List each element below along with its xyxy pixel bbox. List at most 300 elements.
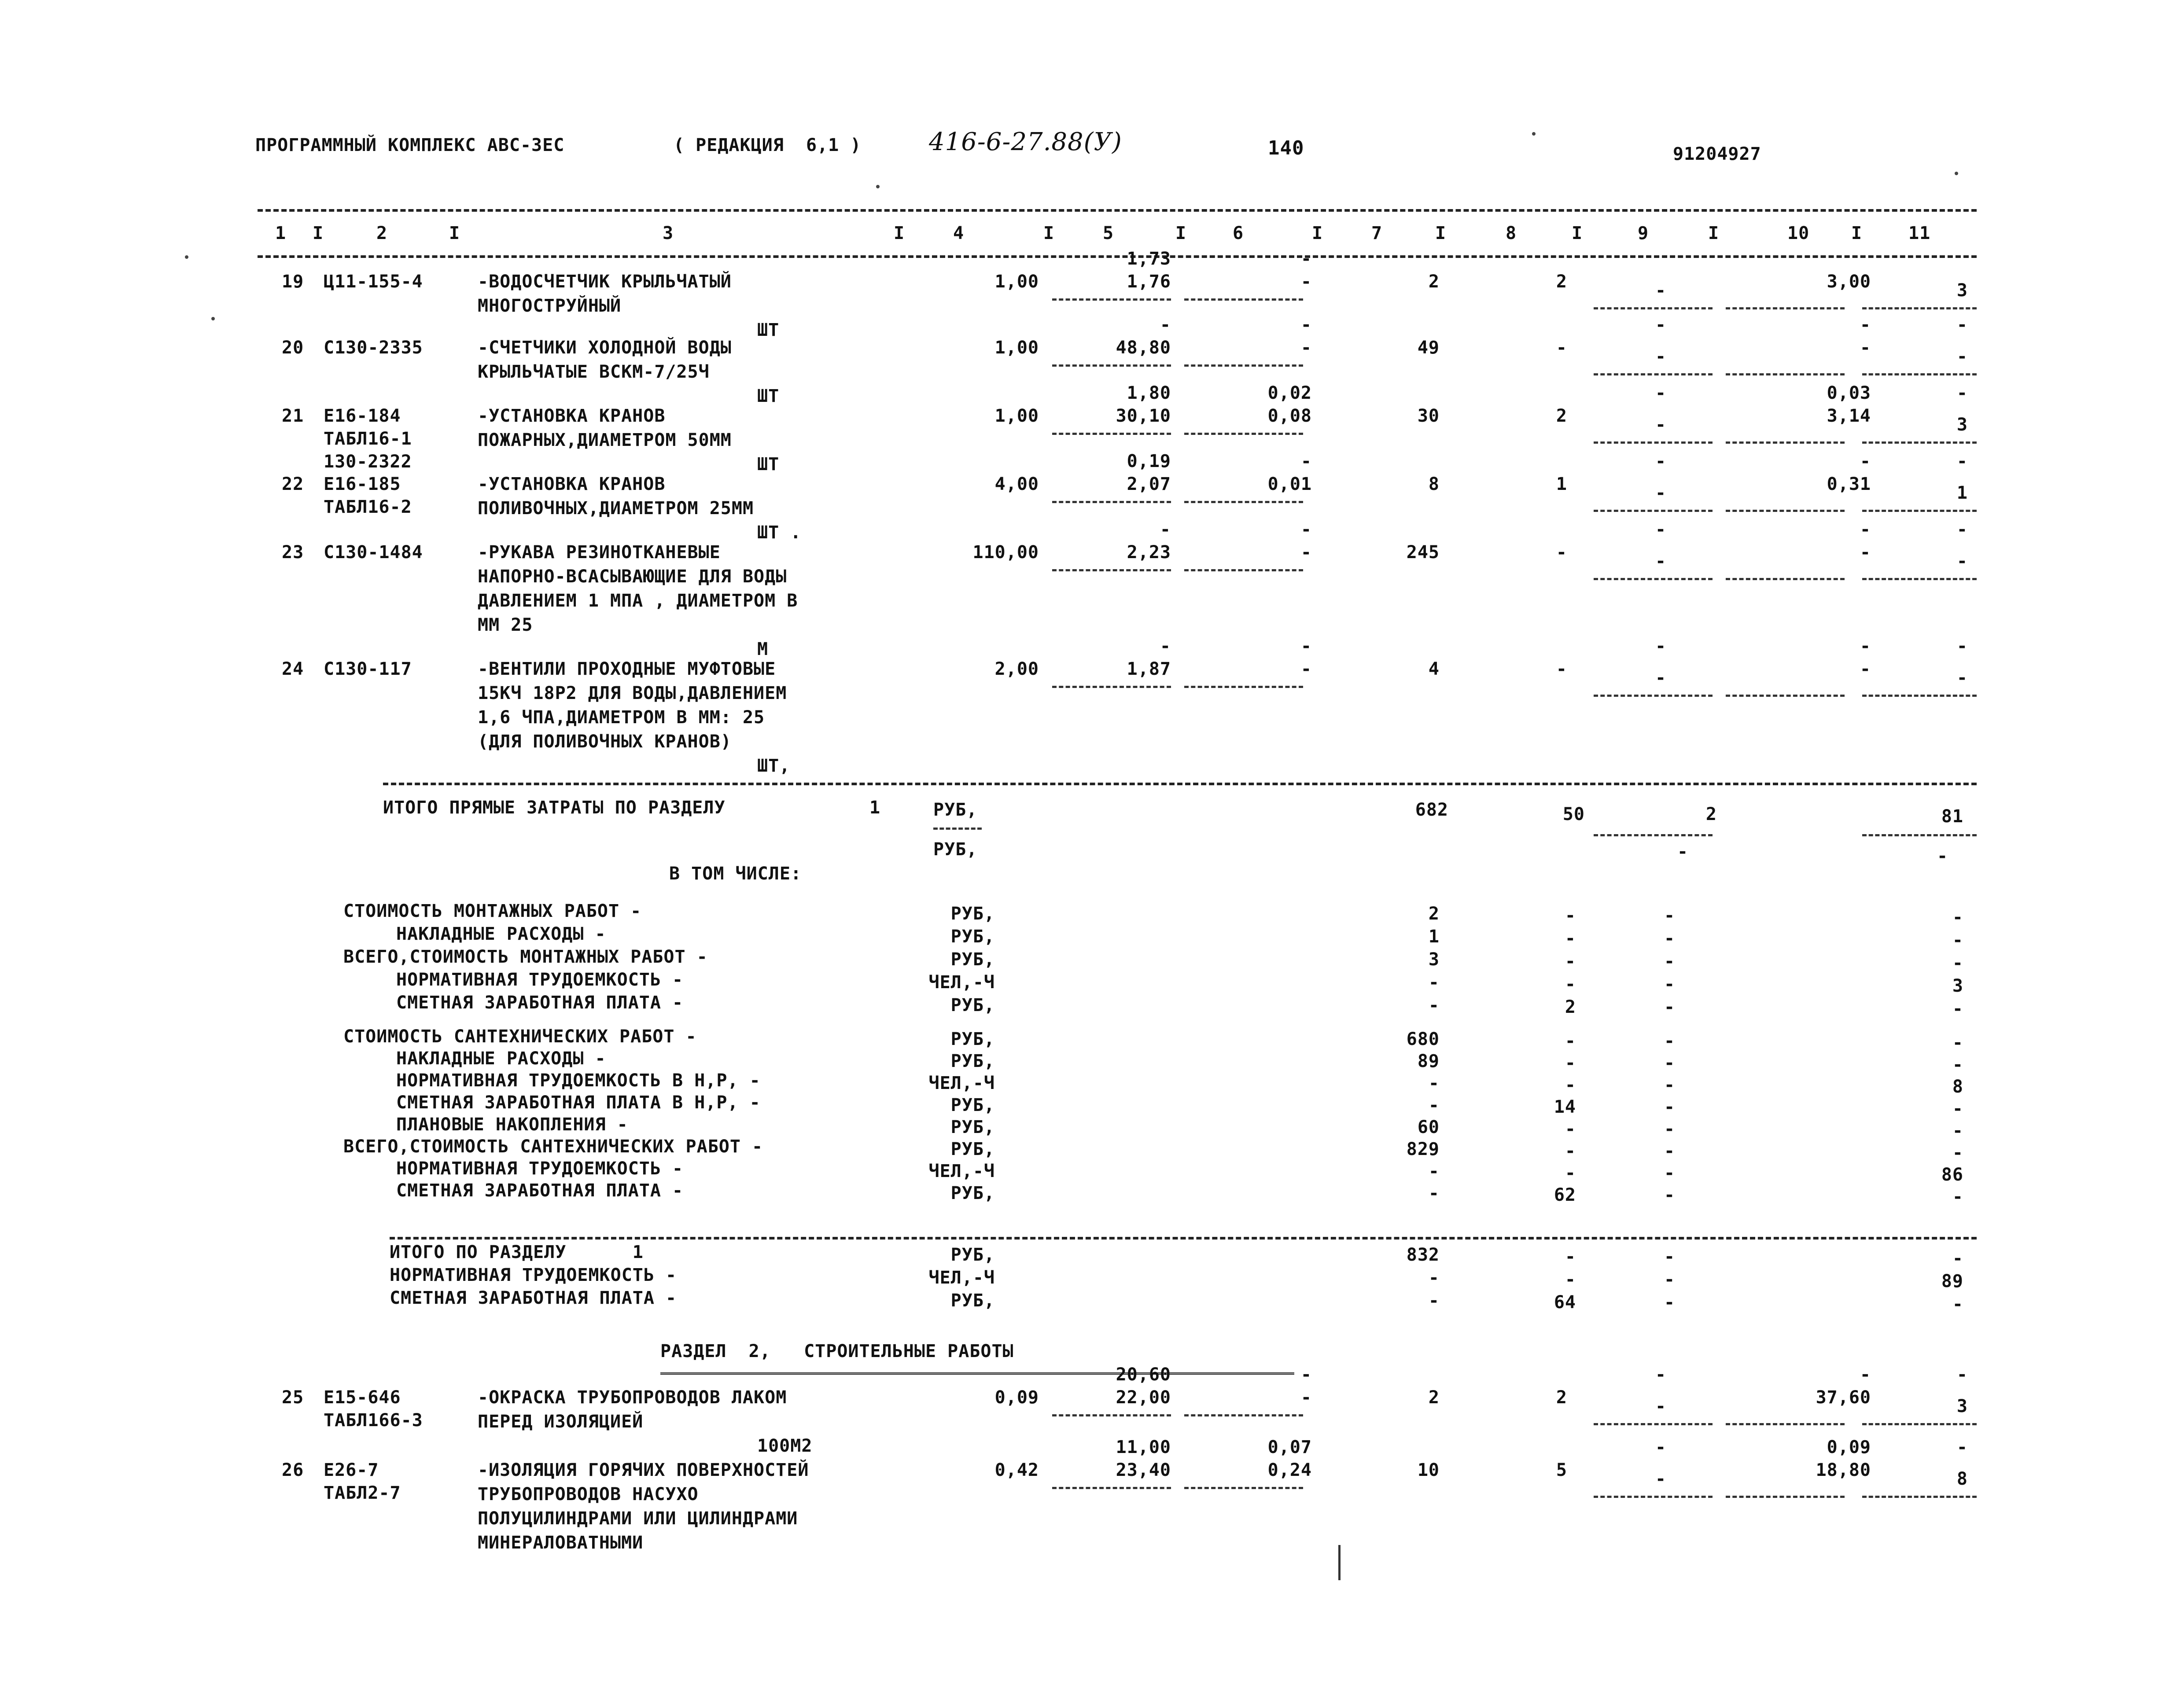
summary-label: СМЕТНАЯ ЗАРАБОТНАЯ ПЛАТА - [396,993,684,1013]
item-unit-price-wage: 1,80 [1127,383,1171,403]
section-total-label: ИТОГО ПРЯМЫЕ ЗАТРАТЫ ПО РАЗДЕЛУ [383,798,726,818]
cell-rule [1594,1496,1713,1498]
item-labor-rate: 0,08 [1267,406,1312,426]
summary-c7: 829 [1406,1139,1440,1159]
item-col11-2: - [1956,383,1968,403]
item-col11: 1 [1956,483,1968,503]
item-unit-price: 22,00 [1116,1387,1171,1408]
item-labor-rate: - [1300,659,1312,679]
column-separator: I [449,223,460,243]
item-description: КРЫЛЬЧАТЫЕ ВСКМ-7/25Ч [478,362,710,382]
summary-c11: - [1952,1033,1963,1053]
summary-c11: 86 [1941,1165,1963,1185]
item-col11-2: - [1956,1437,1968,1457]
summary-c11: - [1952,999,1963,1019]
summary-unit: РУБ, [950,927,995,947]
column-separator: I [894,223,905,243]
item-description: -УСТАНОВКА КРАНОВ [478,474,666,494]
item-col10: - [1860,542,1871,563]
column-separator: I [1175,223,1187,243]
item-code: ТАБЛ16-2 [324,497,412,517]
item-unit-price: 2,23 [1127,542,1171,563]
item-labor-rate-2: - [1300,315,1312,335]
column-separator: I [1851,223,1863,243]
cell-rule [1594,441,1713,444]
summary-c7: 1 [1428,927,1440,947]
scan-speck [1532,132,1536,136]
item-col9: - [1655,280,1667,301]
project-code: 416-6-27.88(У) [929,128,1122,156]
column-separator: I [1435,223,1447,243]
summary-c8: 14 [1554,1097,1576,1117]
item-wages: 2 [1556,406,1567,426]
item-col10: 18,80 [1816,1460,1871,1480]
item-unit-price-wage: - [1160,636,1171,656]
cell-rule [1862,1423,1977,1425]
summary-label: НОРМАТИВНАЯ ТРУДОЕМКОСТЬ - [396,970,684,990]
item-labor-rate: 0,01 [1267,474,1312,494]
cell-rule [1726,695,1845,697]
summary-c9: - [1664,997,1676,1017]
item-description: ПОЖАРНЫХ,ДИАМЕТРОМ 50ММ [478,430,732,450]
item-col10-2: - [1860,451,1871,471]
item-description: ПОЛУЦИЛИНДРАМИ ИЛИ ЦИЛИНДРАМИ [478,1508,798,1529]
cell-rule [1594,307,1713,309]
item-quantity: 1,00 [994,338,1039,358]
summary-c8: - [1565,1031,1576,1051]
item-col9-2: - [1655,636,1667,656]
cell-rule [1052,298,1171,301]
item-col9-2: - [1655,451,1667,471]
item-col9: - [1655,483,1667,503]
summary-unit: РУБ, [950,1095,995,1115]
column-header-3: 3 [663,223,674,243]
item-description: -ВЕНТИЛИ ПРОХОДНЫЕ МУФТОВЫЕ [478,659,776,679]
item-code: С130-117 [324,659,412,679]
summary-c7: 89 [1417,1051,1440,1071]
summary-label: НОРМАТИВНАЯ ТРУДОЕМКОСТЬ В Н,Р, - [396,1070,761,1091]
item-description: -РУКАВА РЕЗИНОТКАНЕВЫЕ [478,542,721,563]
including-label: В ТОМ ЧИСЛЕ: [669,864,802,884]
section-total-c7: 682 [1415,800,1448,820]
item-col10: 37,60 [1816,1387,1871,1408]
summary-c9: - [1664,1292,1676,1313]
summary-c7: 2 [1428,904,1440,924]
summary-label: НОРМАТИВНАЯ ТРУДОЕМКОСТЬ - [396,1159,684,1179]
summary-label: НАКЛАДНЫЕ РАСХОДЫ - [396,1048,606,1069]
column-header-6: 6 [1233,223,1244,243]
column-header-2: 2 [376,223,388,243]
cell-rule [1862,695,1977,697]
section-2-title: РАЗДЕЛ 2, СТРОИТЕЛЬНЫЕ РАБОТЫ [660,1341,1014,1361]
item-unit-price-wage: - [1160,315,1171,335]
section-total-unit-2: РУБ, [933,839,978,860]
item-description: НАПОРНО-ВСАСЫВАЮЩИЕ ДЛЯ ВОДЫ [478,566,787,587]
item-unit: ШТ [757,454,780,475]
item-description: 15КЧ 18Р2 ДЛЯ ВОДЫ,ДАВЛЕНИЕМ [478,683,787,703]
item-col9: - [1655,1396,1667,1416]
item-wages: 2 [1556,1387,1567,1408]
summary-c11: - [1952,907,1963,927]
cell-rule [1184,364,1303,367]
item-number: 20 [282,338,304,358]
item-code: ТАБЛ166-3 [324,1410,423,1431]
item-wages: 1 [1556,474,1567,494]
item-total-cost: 4 [1428,659,1440,679]
summary-c8: - [1565,951,1576,971]
summary-c11: 3 [1952,976,1963,996]
item-col11-2: - [1956,315,1968,335]
summary-c7: - [1428,1183,1440,1203]
item-code: С130-2335 [324,338,423,358]
item-code: ТАБЛ16-1 [324,429,412,449]
item-col11-2: - [1956,451,1968,471]
item-unit-price: 30,10 [1116,406,1171,426]
summary-c7: - [1428,1073,1440,1093]
section-total-c9: 2 [1705,804,1717,824]
column-header-4: 4 [953,223,965,243]
summary-c11: - [1952,1099,1963,1119]
summary-c9: - [1664,1119,1676,1139]
item-col11: 3 [1956,280,1968,301]
item-number: 21 [282,406,304,426]
item-number: 24 [282,659,304,679]
summary-c8: - [1565,974,1576,994]
item-col10-2: 0,09 [1827,1437,1871,1457]
item-col9-2: - [1655,1365,1667,1385]
summary-c8: - [1565,1119,1576,1139]
item-quantity: 2,00 [994,659,1039,679]
item-unit-price-wage: - [1160,519,1171,540]
item-description: ДАВЛЕНИЕМ 1 МПА , ДИАМЕТРОМ В [478,591,798,611]
section-total-c8: 50 [1562,804,1585,824]
summary-unit: ЧЕЛ,-Ч [928,1161,995,1181]
summary-unit: РУБ, [950,1051,995,1071]
item-col11: - [1956,551,1968,571]
summary-c7: - [1428,1095,1440,1115]
summary-c8: - [1565,1075,1576,1095]
totals-rule [383,783,1977,785]
doc-code: 91204927 [1673,144,1761,164]
item-number: 26 [282,1460,304,1480]
summary-c11: - [1952,1055,1963,1075]
item-wages: - [1556,542,1567,563]
item-unit: ШТ [757,320,780,340]
summary-label: НАКЛАДНЫЕ РАСХОДЫ - [396,924,606,944]
item-wages: - [1556,338,1567,358]
summary-c7: 832 [1406,1245,1440,1265]
item-col10-2: - [1860,1365,1871,1385]
item-labor-rate: - [1300,1387,1312,1408]
summary-c11: - [1952,930,1963,950]
section-total-number: 1 [869,798,881,818]
item-description: -УСТАНОВКА КРАНОВ [478,406,666,426]
item-labor-rate: - [1300,272,1312,292]
item-labor-rate-2: - [1300,1365,1312,1385]
item-col9: - [1655,668,1667,688]
column-header-9: 9 [1638,223,1649,243]
item-unit-price-wage: 11,00 [1116,1437,1171,1457]
summary-label: НОРМАТИВНАЯ ТРУДОЕМКОСТЬ - [390,1265,677,1285]
item-total-cost: 2 [1428,272,1440,292]
item-unit: М [757,639,769,659]
summary-c8: 62 [1554,1185,1576,1205]
summary-c8: - [1565,1269,1576,1290]
summary-c9: - [1664,1031,1676,1051]
column-separator: I [1708,223,1720,243]
summary-c9: - [1664,974,1676,994]
item-quantity: 0,09 [994,1387,1039,1408]
summary-c7: - [1428,995,1440,1015]
summary-c9: - [1664,1247,1676,1267]
item-code: Ц11-155-4 [324,272,423,292]
column-header-7: 7 [1371,223,1383,243]
summary-c8: - [1565,1247,1576,1267]
item-labor-rate-2: - [1300,519,1312,540]
cell-rule [1862,307,1977,309]
summary-unit: РУБ, [950,1183,995,1203]
item-unit-price-wage: 1,73 [1127,249,1171,269]
summary-unit: РУБ, [950,995,995,1015]
item-col9-2: - [1655,519,1667,540]
program-name: ПРОГРАММНЫЙ КОМПЛЕКС АВС-3ЕС [255,135,565,155]
column-header-11: 11 [1908,223,1931,243]
item-total-cost: 49 [1417,338,1440,358]
item-total-cost: 30 [1417,406,1440,426]
summary-label: СМЕТНАЯ ЗАРАБОТНАЯ ПЛАТА - [396,1181,684,1201]
item-col9: - [1655,1469,1667,1489]
item-description: ТРУБОПРОВОДОВ НАСУХО [478,1484,699,1504]
summary-c9: - [1664,1163,1676,1183]
cell-rule [1052,569,1171,571]
cell-rule [1862,441,1977,444]
item-unit-price: 48,80 [1116,338,1171,358]
cell-rule [1726,1423,1845,1425]
item-col11-2: - [1956,519,1968,540]
section-total-c11-rule [1862,834,1977,836]
cell-rule [1726,578,1845,580]
item-col10: - [1860,338,1871,358]
cell-rule [1184,686,1303,688]
section-total-c11-dash: - [1937,846,1948,866]
item-labor-rate-2: - [1300,451,1312,471]
summary-label: ИТОГО ПО РАЗДЕЛУ 1 [390,1242,644,1262]
cell-rule [1052,686,1171,688]
summary-c7: - [1428,1291,1440,1311]
item-total-cost: 8 [1428,474,1440,494]
cell-rule [1052,1487,1171,1489]
item-unit-price: 23,40 [1116,1460,1171,1480]
cell-rule [1726,510,1845,512]
summary-c11: - [1952,953,1963,973]
item-code: С130-1484 [324,542,423,563]
column-separator: I [313,223,324,243]
summary-label: ПЛАНОВЫЕ НАКОПЛЕНИЯ - [396,1115,628,1135]
section-total-c11: 81 [1941,806,1963,827]
item-labor-rate: - [1300,338,1312,358]
summary-unit: РУБ, [950,1291,995,1311]
item-code: 130-2322 [324,452,412,472]
cell-rule [1184,1414,1303,1416]
cell-rule [1726,307,1845,309]
cell-rule [1594,373,1713,375]
cell-rule [1184,569,1303,571]
summary-label: СМЕТНАЯ ЗАРАБОТНАЯ ПЛАТА - [390,1288,677,1308]
item-col9: - [1655,551,1667,571]
item-number: 19 [282,272,304,292]
column-separator: I [1312,223,1323,243]
item-col10: - [1860,659,1871,679]
item-col9-2: - [1655,383,1667,403]
item-description: (ДЛЯ ПОЛИВОЧНЫХ КРАНОВ) [478,732,732,752]
summary-c7: 60 [1417,1117,1440,1137]
summary-unit: ЧЕЛ,-Ч [928,1073,995,1093]
item-col9: - [1655,415,1667,435]
cell-rule [1726,441,1845,444]
item-code: Е15-646 [324,1387,401,1408]
item-col10-2: - [1860,519,1871,540]
item-col11-2: - [1956,1365,1968,1385]
item-unit: 100М2 [757,1436,813,1456]
item-col10: 0,31 [1827,474,1871,494]
cell-rule [1184,1487,1303,1489]
item-number: 22 [282,474,304,494]
scan-speck [211,317,215,320]
item-description: -ВОДОСЧЕТЧИК КРЫЛЬЧАТЫЙ [478,272,732,292]
item-labor-rate-2: 0,07 [1267,1437,1312,1457]
item-col11: - [1956,346,1968,367]
summary-c9: - [1664,1053,1676,1073]
summary-label: ВСЕГО,СТОИМОСТЬ САНТЕХНИЧЕСКИХ РАБОТ - [343,1137,763,1157]
cell-rule [1594,578,1713,580]
item-quantity: 1,00 [994,272,1039,292]
item-col9-2: - [1655,1437,1667,1457]
item-quantity: 110,00 [972,542,1039,563]
cell-rule [1862,373,1977,375]
item-unit-price: 1,87 [1127,659,1171,679]
item-description: ММ 25 [478,615,533,635]
summary-c11: - [1952,1294,1963,1314]
scan-speck [185,255,188,259]
item-quantity: 4,00 [994,474,1039,494]
summary-c11: - [1952,1121,1963,1141]
item-col11: - [1956,668,1968,688]
item-unit-price: 2,07 [1127,474,1171,494]
cell-rule [1184,501,1303,503]
section-2-underline [660,1372,1294,1375]
item-wages: 5 [1556,1460,1567,1480]
summary-label: ВСЕГО,СТОИМОСТЬ МОНТАЖНЫХ РАБОТ - [343,947,708,967]
item-description: МИНЕРАЛОВАТНЫМИ [478,1533,644,1553]
item-col9: - [1655,346,1667,367]
item-description: МНОГОСТРУЙНЫЙ [478,296,622,316]
cell-rule [1052,433,1171,435]
item-description: ПЕРЕД ИЗОЛЯЦИЕЙ [478,1412,644,1432]
item-col10-2: - [1860,636,1871,656]
item-total-cost: 10 [1417,1460,1440,1480]
item-unit: ШТ, [757,756,791,776]
summary-c7: 680 [1406,1029,1440,1049]
summary-c11: - [1952,1187,1963,1207]
item-unit: ШТ . [757,522,802,543]
summary-c8: 64 [1554,1292,1576,1313]
item-labor-rate-2: - [1300,636,1312,656]
item-quantity: 1,00 [994,406,1039,426]
item-unit: ШТ [757,386,780,406]
summary-c8: - [1565,928,1576,949]
cell-rule [1184,433,1303,435]
cell-rule [1726,1496,1845,1498]
summary-c9: - [1664,951,1676,971]
item-labor-rate-2: - [1300,249,1312,269]
item-unit-price-wage: 20,60 [1116,1365,1171,1385]
section-total-unit: РУБ, [933,800,978,820]
summary-c9: - [1664,928,1676,949]
item-col11: 3 [1956,1396,1968,1416]
item-labor-rate-2: 0,02 [1267,383,1312,403]
summary-c8: - [1565,1141,1576,1161]
column-separator: I [1572,223,1583,243]
summary-c8: - [1565,905,1576,926]
scan-speck [876,185,880,188]
cell-rule [1052,501,1171,503]
summary-c7: - [1428,1161,1440,1181]
item-col10: 3,14 [1827,406,1871,426]
item-number: 25 [282,1387,304,1408]
column-separator: I [1043,223,1055,243]
cell-rule [1862,1496,1977,1498]
summary-c9: - [1664,1141,1676,1161]
edition-label: ( РЕДАКЦИЯ 6,1 ) [674,135,862,155]
item-wages: 2 [1556,272,1567,292]
cell-rule [1594,510,1713,512]
column-header-5: 5 [1103,223,1114,243]
item-code: Е16-185 [324,474,401,494]
scan-speck [1955,172,1958,175]
summary-c7: 3 [1428,949,1440,970]
item-col10-2: - [1860,315,1871,335]
summary-c8: - [1565,1163,1576,1183]
header-rule-top [258,209,1977,212]
pen-mark [1338,1545,1341,1580]
summary-c9: - [1664,1075,1676,1095]
item-col10-2: 0,03 [1827,383,1871,403]
summary-unit: РУБ, [950,1245,995,1265]
item-description: -СЧЕТЧИКИ ХОЛОДНОЙ ВОДЫ [478,338,732,358]
summary-c7: - [1428,972,1440,993]
item-quantity: 0,42 [994,1460,1039,1480]
summary-c9: - [1664,1269,1676,1290]
cell-rule [1052,364,1171,367]
summary-unit: РУБ, [950,904,995,924]
summary-label: СТОИМОСТЬ МОНТАЖНЫХ РАБОТ - [343,901,642,921]
item-total-cost: 245 [1406,542,1440,563]
section-end-rule [390,1237,1977,1240]
summary-c11: - [1952,1248,1963,1269]
section-total-c9-dash: - [1677,842,1689,862]
item-labor-rate: - [1300,542,1312,563]
item-labor-rate: 0,24 [1267,1460,1312,1480]
summary-c11: 89 [1941,1271,1963,1291]
column-header-8: 8 [1506,223,1517,243]
summary-unit: ЧЕЛ,-Ч [928,1268,995,1288]
cell-rule [1862,578,1977,580]
item-col9-2: - [1655,315,1667,335]
item-unit-price: 1,76 [1127,272,1171,292]
item-total-cost: 2 [1428,1387,1440,1408]
item-number: 23 [282,542,304,563]
cell-rule [1594,1423,1713,1425]
